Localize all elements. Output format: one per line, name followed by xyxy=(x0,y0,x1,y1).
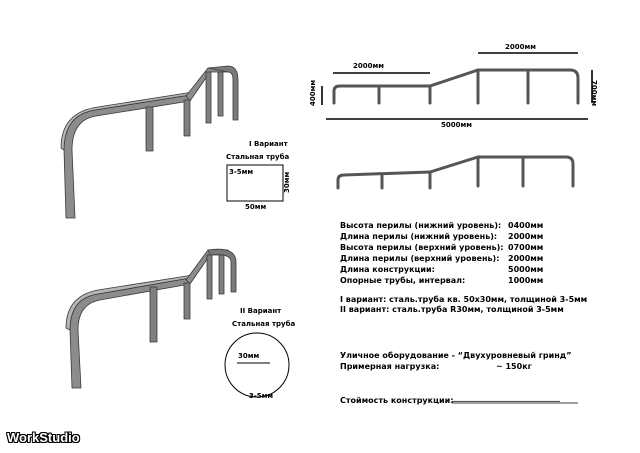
variant2-title: II Вариант xyxy=(240,307,282,315)
side-elevation xyxy=(334,70,578,103)
spec-value: 2000мм xyxy=(508,254,544,263)
variant1-width-dim: 50мм xyxy=(245,203,267,211)
equipment-title: Уличное оборудование - “Двухуровневый гринд” xyxy=(340,351,572,360)
cost-label: Стоймость конструкции: xyxy=(340,396,454,405)
variant1-height-dim: 30мм xyxy=(283,171,291,193)
variant2-note: II вариант: сталь.труба R30мм, толщиной 3-5мм xyxy=(340,305,564,314)
variant1-note: I вариант: сталь.труба кв. 50x30мм, толщиной 3-5мм xyxy=(340,295,588,304)
spec-value: 5000мм xyxy=(508,265,544,274)
variant1-wall-dim: 3-5мм xyxy=(229,168,254,176)
rail-perspective xyxy=(338,157,573,188)
spec-label: Длина перилы (нижний уровень): xyxy=(340,232,498,241)
variant2-material: Стальная труба xyxy=(232,320,296,328)
spec-label: Высота перилы (верхний уровень): xyxy=(340,243,504,252)
lower-height-dim: 400мм xyxy=(309,79,317,106)
rail-3d-round xyxy=(66,249,236,388)
variant1-title: I Вариант xyxy=(249,140,288,148)
workstudio-logo: WorkStudio xyxy=(7,430,80,445)
spec-value: 2000мм xyxy=(508,232,544,241)
spec-value: 1000мм xyxy=(508,276,544,285)
cost-blank: ___________________________ xyxy=(452,393,560,402)
lower-length-dim: 2000мм xyxy=(353,62,384,70)
spec-label: Высота перилы (нижний уровень): xyxy=(340,221,502,230)
load-value: ~ 150кг xyxy=(496,362,532,371)
variant2-radius-dim: 30мм xyxy=(238,352,260,360)
rail-3d-square xyxy=(61,66,238,218)
spec-value: 0400мм xyxy=(508,221,544,230)
load-label: Примерная нагрузка: xyxy=(340,362,440,371)
upper-length-dim: 2000мм xyxy=(505,43,536,51)
variant2-wall-dim: 3-5мм xyxy=(249,392,274,400)
round-section xyxy=(225,333,289,397)
spec-label: Длина конструкции: xyxy=(340,265,435,274)
spec-label: Опорные трубы, интервал: xyxy=(340,276,466,285)
upper-height-dim: 700мм xyxy=(590,80,598,107)
spec-value: 0700мм xyxy=(508,243,544,252)
variant1-material: Стальная труба xyxy=(226,153,290,161)
total-length-dim: 5000мм xyxy=(441,121,472,129)
spec-label: Длина перилы (верхний уровень): xyxy=(340,254,500,263)
